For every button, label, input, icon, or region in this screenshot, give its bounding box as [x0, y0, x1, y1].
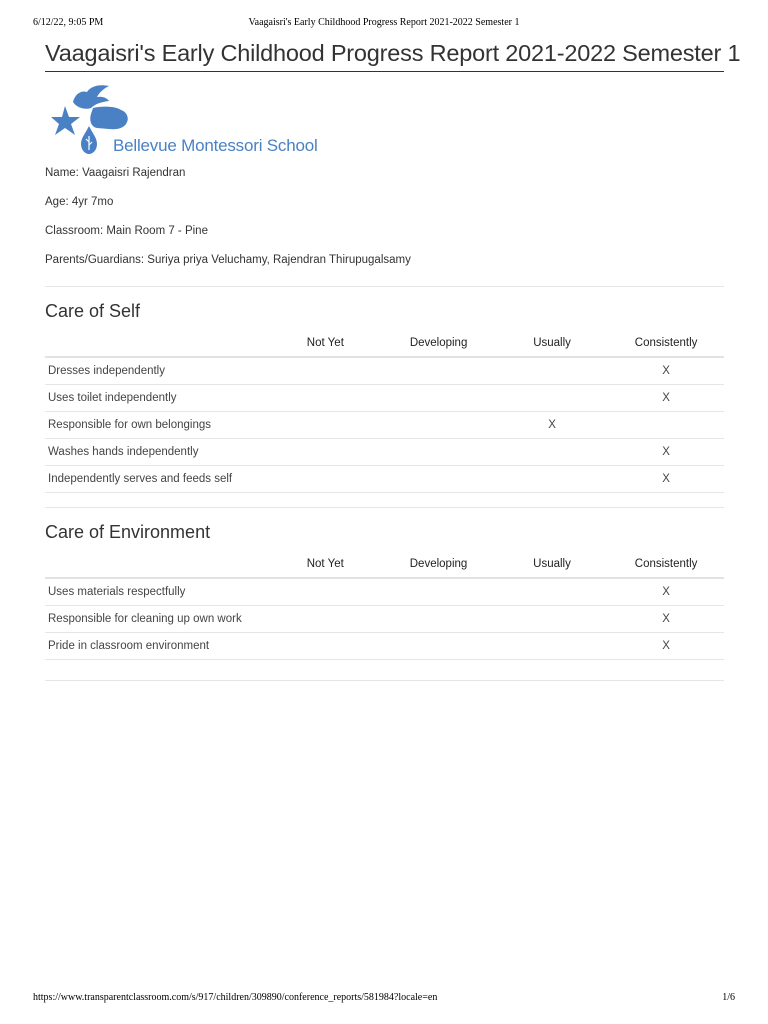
- table-row: [45, 606, 724, 633]
- header-consistently: Consistently: [608, 330, 724, 357]
- mark-consistently: X: [608, 357, 724, 385]
- star-icon: [51, 106, 80, 135]
- mark-not-yet: [269, 633, 381, 660]
- table-row: [45, 578, 724, 606]
- mark-not-yet: [269, 385, 381, 412]
- header-usually: Usually: [496, 551, 608, 578]
- skill-label: Responsible for own belongings: [45, 412, 269, 439]
- print-title: Vaagaisri's Early Childhood Progress Report 2021-2022 Semester 1: [248, 17, 520, 28]
- table-row: [45, 466, 724, 493]
- print-url: https://www.transparentclassroom.com/s/917/children/309890/conference_reports/581984?locale=en: [33, 992, 438, 1003]
- mark-usually: [496, 633, 608, 660]
- mark-consistently: X: [608, 633, 724, 660]
- mark-developing: [381, 412, 496, 439]
- mark-consistently: X: [608, 578, 724, 606]
- mark-not-yet: [269, 466, 381, 493]
- section-title: Care of Environment: [45, 522, 211, 542]
- mark-not-yet: [269, 578, 381, 606]
- mark-developing: [381, 439, 496, 466]
- header-not-yet: Not Yet: [269, 551, 381, 578]
- mark-usually: [496, 606, 608, 633]
- table-row: [45, 412, 724, 439]
- mark-developing: [381, 385, 496, 412]
- mark-developing: [381, 357, 496, 385]
- mark-consistently: X: [608, 439, 724, 466]
- school-logo: [51, 84, 724, 162]
- mark-developing: [381, 578, 496, 606]
- mark-not-yet: [269, 357, 381, 385]
- mark-usually: [496, 385, 608, 412]
- mark-consistently: X: [608, 385, 724, 412]
- section-title: Care of Self: [45, 301, 141, 321]
- mark-consistently: [608, 412, 724, 439]
- table-row: [45, 385, 724, 412]
- table-header-row: [45, 551, 724, 578]
- progress-table: [45, 330, 724, 493]
- print-header: [33, 17, 735, 31]
- section-care-of-self: [45, 286, 724, 503]
- mark-consistently: X: [608, 466, 724, 493]
- school-name: Bellevue Montessori School: [113, 136, 318, 155]
- hand-icon: [90, 107, 128, 130]
- table-row: [45, 633, 724, 660]
- mark-consistently: X: [608, 606, 724, 633]
- mark-usually: [496, 439, 608, 466]
- skill-label: Uses materials respectfully: [45, 578, 269, 606]
- skill-header: [45, 551, 269, 578]
- header-consistently: Consistently: [608, 551, 724, 578]
- header-not-yet: Not Yet: [269, 330, 381, 357]
- table-row: [45, 357, 724, 385]
- report-content: [45, 40, 741, 681]
- skill-label: Pride in classroom environment: [45, 633, 269, 660]
- header-developing: Developing: [381, 330, 496, 357]
- mark-usually: X: [496, 412, 608, 439]
- print-date: 6/12/22, 9:05 PM: [33, 17, 104, 28]
- student-name: Name: Vaagaisri Rajendran: [45, 167, 186, 179]
- mark-usually: [496, 466, 608, 493]
- student-info: [45, 166, 724, 282]
- skill-label: Dresses independently: [45, 357, 269, 385]
- progress-table: [45, 551, 724, 660]
- student-age: Age: 4yr 7mo: [45, 196, 114, 208]
- header-usually: Usually: [496, 330, 608, 357]
- mark-developing: [381, 466, 496, 493]
- section-divider: [45, 680, 724, 681]
- table-row: [45, 439, 724, 466]
- student-parents: Parents/Guardians: Suriya priya Veluchamy, Rajendran Thirupugalsamy: [45, 254, 411, 266]
- mark-not-yet: [269, 412, 381, 439]
- dove-icon: [73, 85, 109, 109]
- mark-developing: [381, 633, 496, 660]
- skill-label: Responsible for cleaning up own work: [45, 606, 269, 633]
- mark-developing: [381, 606, 496, 633]
- mark-usually: [496, 578, 608, 606]
- mark-not-yet: [269, 606, 381, 633]
- mark-not-yet: [269, 439, 381, 466]
- skill-label: Washes hands independently: [45, 439, 269, 466]
- section-care-of-environment: [45, 507, 724, 681]
- header-developing: Developing: [381, 551, 496, 578]
- report-title: Vaagaisri's Early Childhood Progress Report 2021-2022 Semester 1: [45, 40, 724, 72]
- skill-header: [45, 330, 269, 357]
- skill-label: Uses toilet independently: [45, 385, 269, 412]
- print-footer: [33, 992, 735, 1006]
- skill-label: Independently serves and feeds self: [45, 466, 269, 493]
- table-header-row: [45, 330, 724, 357]
- mark-usually: [496, 357, 608, 385]
- page-number: 1/6: [722, 992, 735, 1003]
- student-classroom: Classroom: Main Room 7 - Pine: [45, 225, 208, 237]
